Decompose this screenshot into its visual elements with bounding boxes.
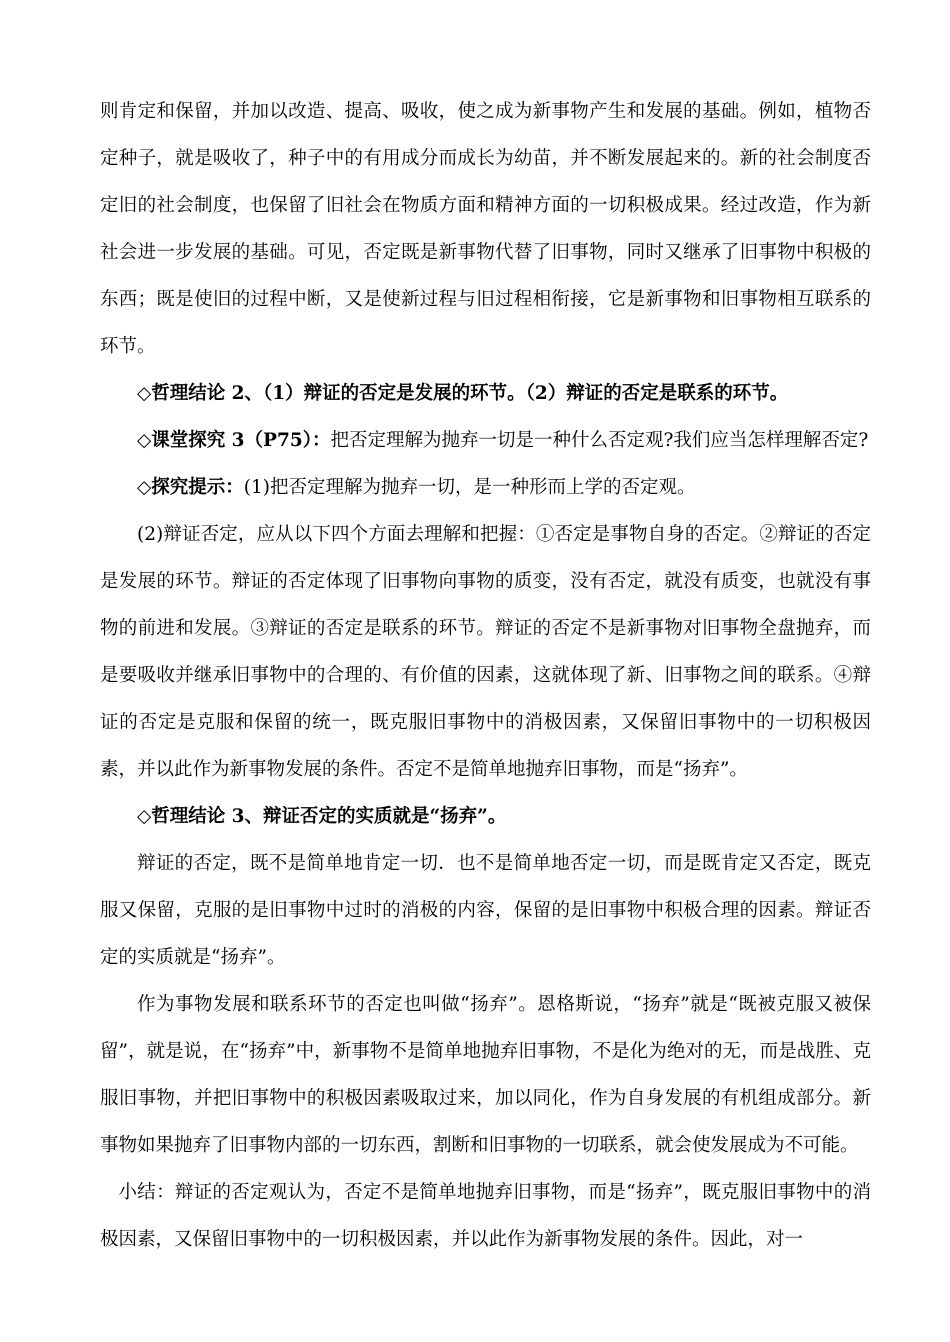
document-body xyxy=(100,88,871,1263)
inquiry-hint-label: ◇探究提示： xyxy=(137,477,244,498)
inquiry-hint-text: (1)把否定理解为抛弃一切，是一种形而上学的否定观。 xyxy=(243,477,696,498)
paragraph-sublation-engels: 作为事物发展和联系环节的否定也叫做“扬弃”。恩格斯说，“扬弃”就是“既被克服又被保留”，就是说，在“扬弃”中，新事物不是简单地抛弃旧事物，不是化为绝对的无，而是战胜、克服旧事物，并把旧事物中的积极因素吸取过来，加以同化，作为自身发展的有机组成部分。新事物如果抛弃了旧事物内部的一切东西，割断和旧事物的一切联系，就会使发展成为不可能。 xyxy=(100,994,871,1156)
classroom-inquiry-3 xyxy=(100,417,871,464)
paragraph-negation-basis: 则肯定和保留，并加以改造、提高、吸收，使之成为新事物产生和发展的基础。例如，植物否定种子，就是吸收了，种子中的有用成分而成长为幼苗，并不断发展起来的。新的社会制度否定旧的社会制度，也保留了旧社会在物质方面和精神方面的一切积极成果。经过改造，作为新社会进一步发展的基础。可见，否定既是新事物代替了旧事物，同时又继承了旧事物中积极的东西；既是使旧的过程中断，又是使新过程与旧过程相衔接，它是新事物和旧事物相互联系的环节。 xyxy=(100,101,871,357)
classroom-inquiry-label: ◇课堂探究 3（P75）： xyxy=(137,430,331,451)
conclusion-2-heading: ◇哲理结论 2、（1）辩证的否定是发展的环节。（2）辩证的否定是联系的环节。 xyxy=(137,383,789,404)
classroom-inquiry-question: 把否定理解为抛弃一切是一种什么否定观?我们应当怎样理解否定? xyxy=(330,430,869,451)
inquiry-hint xyxy=(100,464,871,511)
paragraph-dialectical-negation-aspects: (2)辩证否定，应从以下四个方面去理解和把握：①否定是事物自身的否定。②辩证的否定是发展的环节。辩证的否定体现了旧事物向事物的质变，没有否定，就没有质变，也就没有事物的前进和发展。③辩证的否定是联系的环节。辩证的否定不是新事物对旧事物全盘抛弃，而是要吸收并继承旧事物中的合理的、有价值的因素，这就体现了新、旧事物之间的联系。④辩证的否定是克服和保留的统一，既克服旧事物中的消极因素，又保留旧事物中的一切积极因素，并以此作为新事物发展的条件。否定不是简单地抛弃旧事物，而是“扬弃”。 xyxy=(100,524,871,780)
paragraph-summary: 小结：辩证的否定观认为，否定不是简单地抛弃旧事物，而是“扬弃”，既克服旧事物中的消极因素，又保留旧事物中的一切积极因素，并以此作为新事物发展的条件。因此，对一 xyxy=(100,1182,871,1250)
paragraph-dialectical-negation-essence: 辩证的否定，既不是简单地肯定一切．也不是简单地否定一切，而是既肯定又否定，既克服又保留，克服的是旧事物中过时的消极的内容，保留的是旧事物中积极合理的因素。辩证否定的实质就是“扬弃”。 xyxy=(100,853,871,968)
conclusion-3-heading: ◇哲理结论 3、辩证否定的实质就是“扬弃”。 xyxy=(137,806,507,827)
